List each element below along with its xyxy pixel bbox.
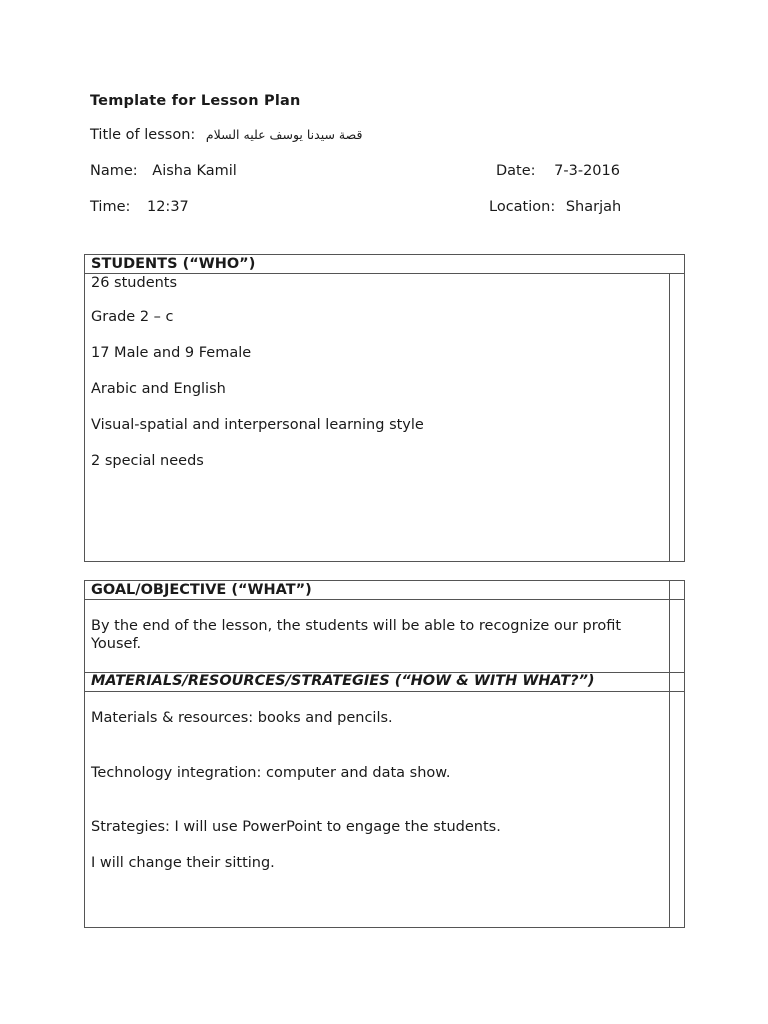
students-line: 17 Male and 9 Female (91, 345, 252, 361)
location-value: Sharjah (565, 199, 622, 215)
time-row (90, 199, 189, 215)
goal-header: GOAL/OBJECTIVE (“WHAT”) (85, 581, 684, 600)
materials-line: Strategies: I will use PowerPoint to engage the students. (91, 819, 501, 835)
students-header: STUDENTS (“WHO”) (85, 255, 684, 274)
lesson-title-value: قصة سيدنا يوسف عليه السلام (205, 127, 363, 142)
table-column-divider (669, 273, 670, 561)
goal-materials-table (84, 580, 685, 928)
lesson-title-label: Title of lesson: (90, 127, 196, 143)
students-line: Grade 2 – c (91, 309, 174, 325)
date-label: Date: (496, 163, 536, 179)
location-label: Location: (489, 199, 556, 215)
goal-line: By the end of the lesson, the students will be able to recognize our profit (91, 618, 622, 634)
table-column-divider (669, 581, 670, 927)
materials-line: Materials & resources: books and pencils. (91, 710, 393, 726)
students-line: 26 students (91, 275, 178, 291)
time-value: 12:37 (146, 199, 189, 215)
materials-line: I will change their sitting. (91, 855, 275, 871)
location-row (489, 199, 621, 215)
row-divider (85, 691, 684, 692)
lesson-title-row (90, 127, 362, 143)
name-value: Aisha Kamil (152, 163, 237, 179)
name-label: Name: (90, 163, 138, 179)
date-value: 7-3-2016 (554, 163, 620, 179)
students-line: Visual-spatial and interpersonal learning style (91, 417, 424, 433)
students-line: 2 special needs (91, 453, 204, 469)
goal-line: Yousef. (91, 636, 142, 652)
date-row (496, 163, 620, 179)
materials-header: MATERIALS/RESOURCES/STRATEGIES (“HOW & WITH WHAT?”) (91, 673, 595, 689)
students-table (84, 254, 685, 562)
materials-line: Technology integration: computer and data show. (91, 765, 451, 781)
time-label: Time: (90, 199, 131, 215)
document-title: Template for Lesson Plan (90, 93, 301, 109)
name-row (90, 163, 237, 179)
students-line: Arabic and English (91, 381, 226, 397)
